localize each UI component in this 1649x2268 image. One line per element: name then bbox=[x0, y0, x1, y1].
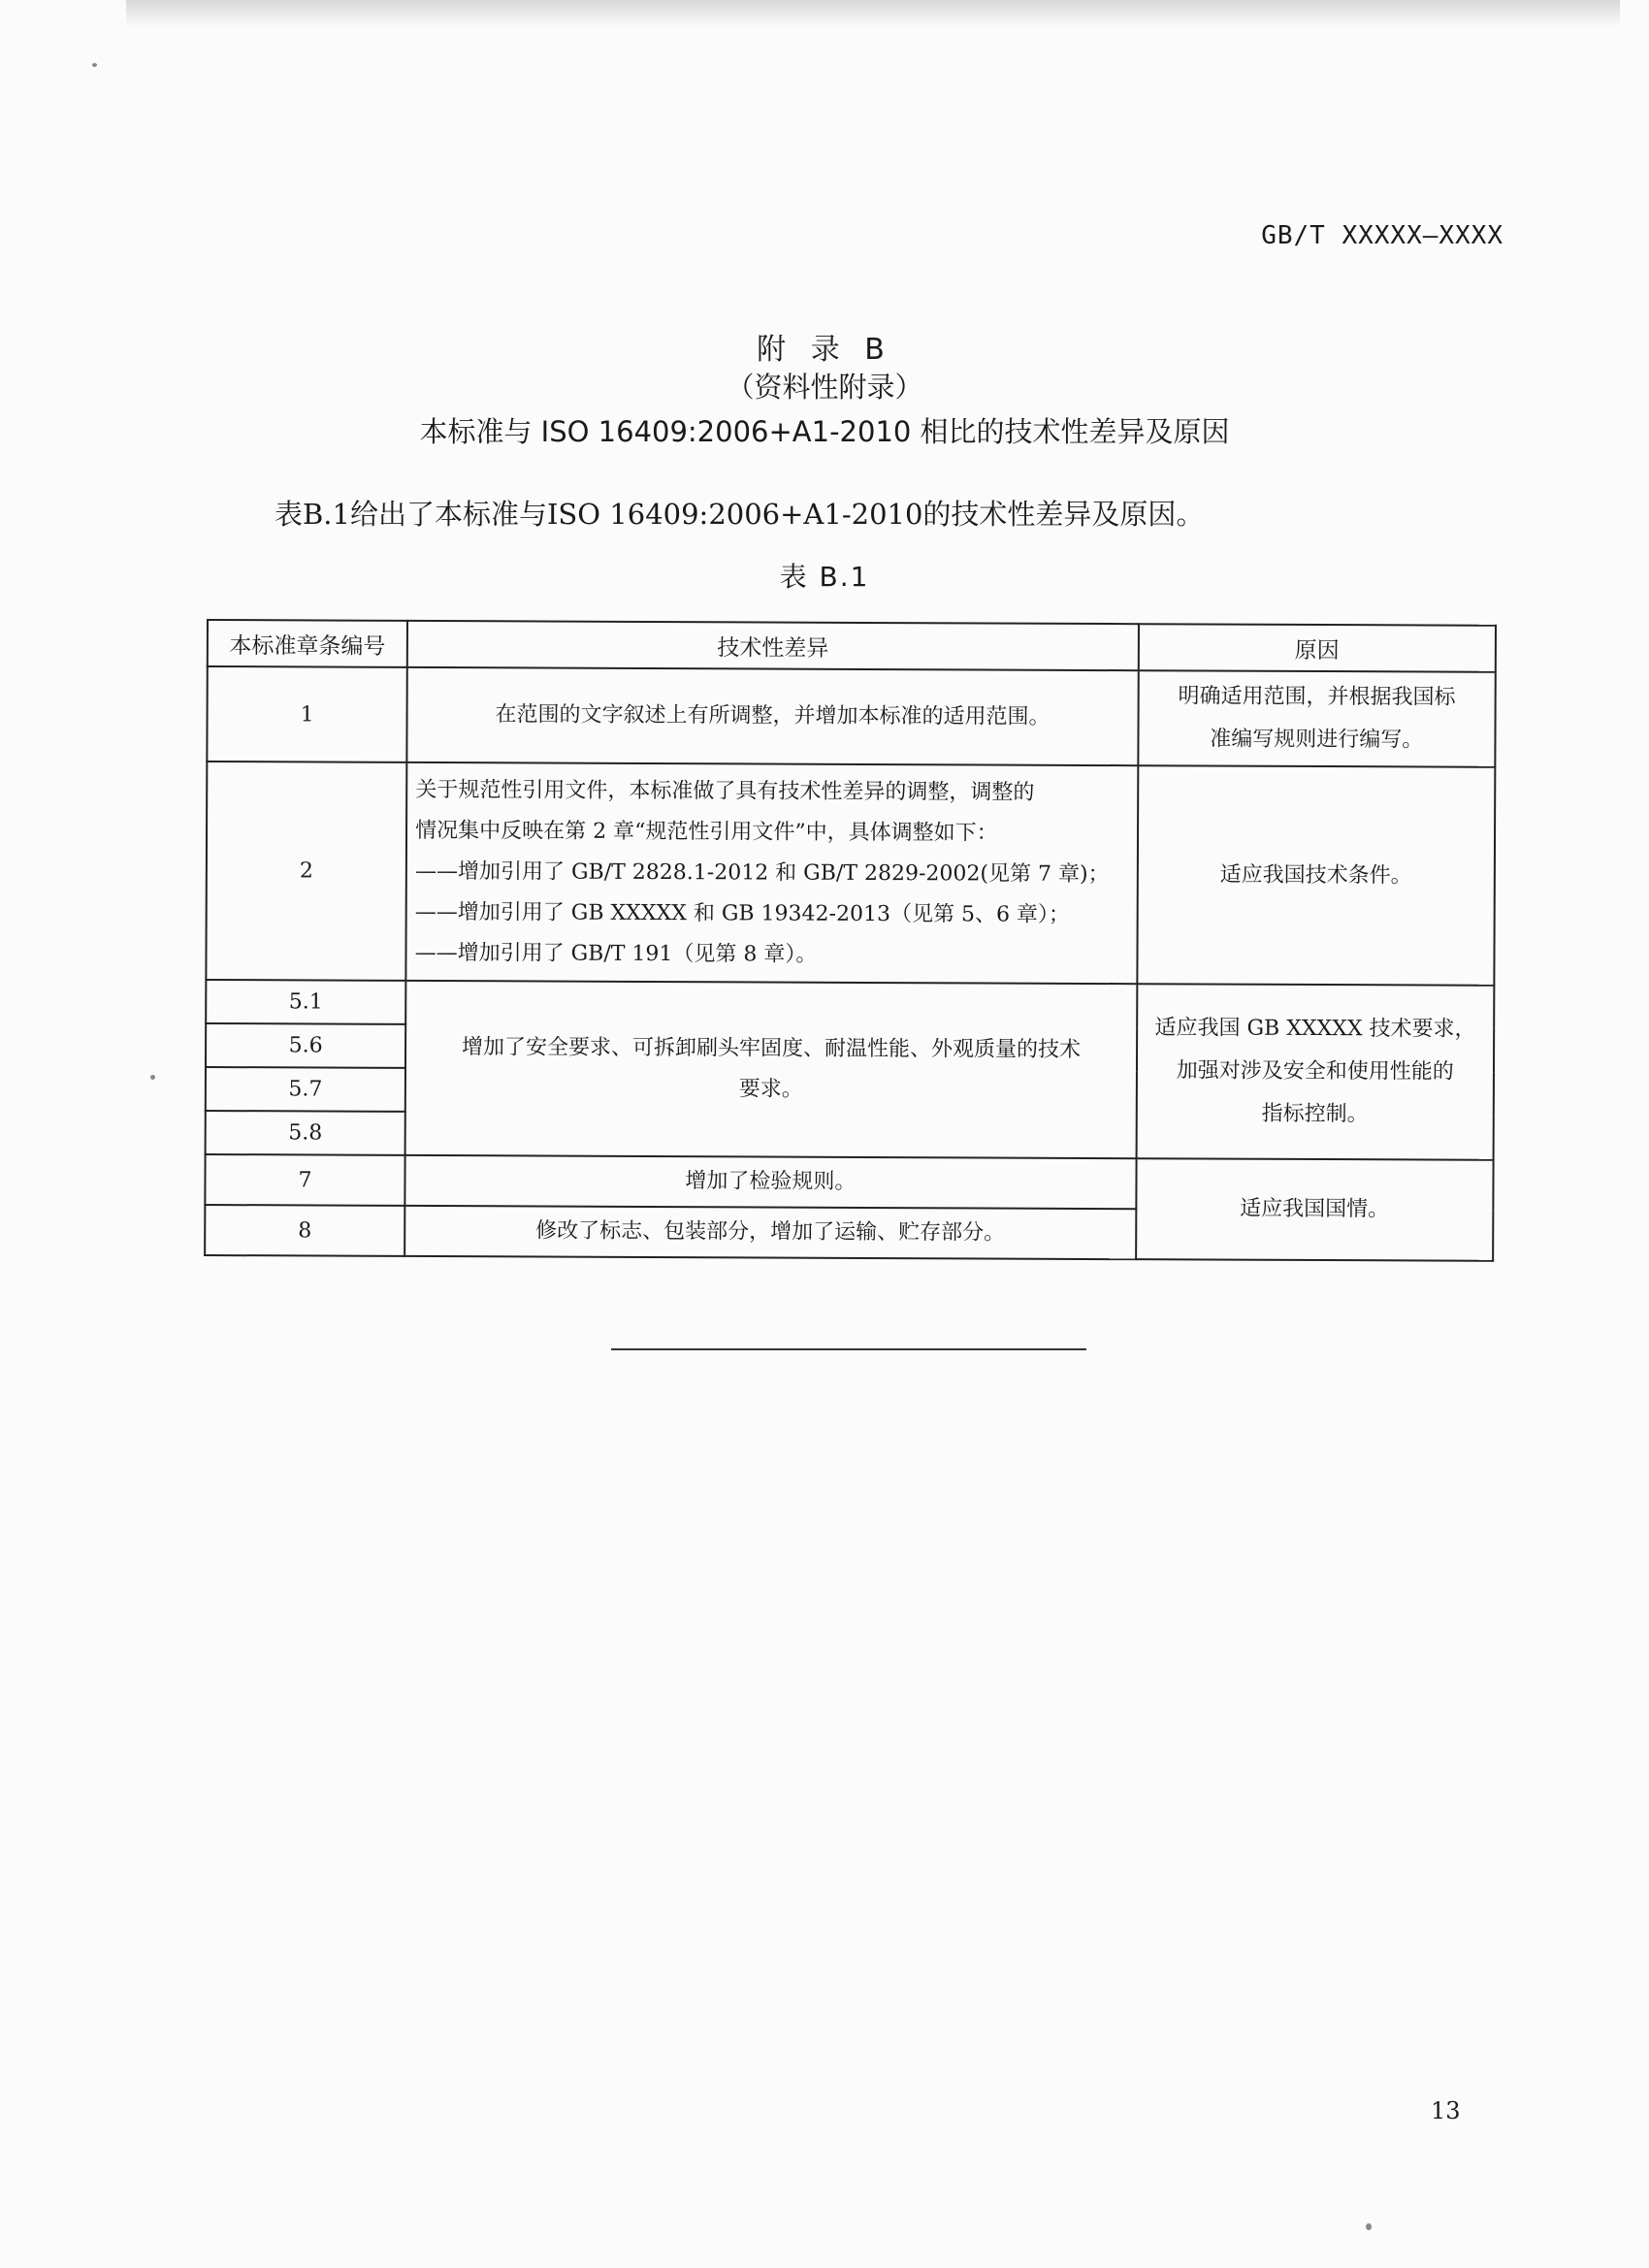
difference-line: 增加了安全要求、可拆卸刷头牢固度、耐温性能、外观质量的技术 bbox=[461, 1035, 1082, 1062]
intro-paragraph: 表B.1给出了本标准与ISO 16409:2006+A1-2010的技术性差异及原因。 bbox=[275, 498, 1205, 531]
appendix-title: 附 录 B bbox=[757, 333, 892, 367]
clause-cell: 5.1 bbox=[206, 980, 405, 1024]
reason-line: 准编写规则进行编写。 bbox=[1210, 727, 1424, 753]
scan-speck bbox=[92, 63, 97, 67]
reason-line: 明确适用范围，并根据我国标 bbox=[1178, 684, 1456, 710]
appendix-heading: 本标准与 ISO 16409:2006+A1-2010 相比的技术性差异及原因 bbox=[419, 415, 1230, 448]
reason-cell: 适应我国技术条件。 bbox=[1137, 765, 1495, 986]
header-clause: 本标准章条编号 bbox=[208, 620, 407, 667]
difference-line: 要求。 bbox=[738, 1077, 803, 1102]
reason-cell bbox=[1138, 670, 1496, 767]
reason-line: 指标控制。 bbox=[1261, 1101, 1369, 1127]
clause-cell: 5.7 bbox=[206, 1067, 405, 1112]
difference-line: ——增加引用了 GB XXXXX 和 GB 19342-2013（见第 5、6 章）； bbox=[414, 899, 1071, 927]
clause-cell: 2 bbox=[206, 761, 406, 981]
scan-shadow bbox=[126, 0, 1620, 27]
reason-cell bbox=[1136, 984, 1494, 1160]
difference-cell: 修改了标志、包装部分，增加了运输、贮存部分。 bbox=[404, 1206, 1136, 1259]
table-caption: 表 B.1 bbox=[779, 561, 870, 593]
header-reason: 原因 bbox=[1138, 624, 1496, 672]
difference-line: ——增加引用了 GB/T 2828.1-2012 和 GB/T 2829-2002(见第 7 章)； bbox=[414, 859, 1110, 887]
reason-line: 适应我国 GB XXXXX 技术要求， bbox=[1154, 1016, 1476, 1042]
scan-speck bbox=[150, 1075, 155, 1080]
difference-cell bbox=[406, 762, 1139, 984]
difference-line: ——增加引用了 GB/T 191（见第 8 章）。 bbox=[414, 940, 818, 967]
clause-cell: 5.6 bbox=[206, 1023, 405, 1068]
clause-cell: 7 bbox=[205, 1154, 404, 1206]
difference-cell bbox=[405, 981, 1137, 1158]
page-number: 13 bbox=[1431, 2097, 1461, 2124]
clause-cell: 5.8 bbox=[206, 1111, 405, 1155]
header-difference: 技术性差异 bbox=[407, 621, 1139, 670]
table-row bbox=[206, 761, 1495, 986]
table-header-row bbox=[208, 620, 1496, 672]
appendix-type: （资料性附录） bbox=[726, 371, 923, 404]
table-row bbox=[205, 1154, 1493, 1211]
difference-line: 情况集中反映在第 2 章“规范性引用文件”中，具体调整如下： bbox=[415, 818, 998, 846]
technical-differences-table bbox=[204, 619, 1497, 1262]
reason-cell: 适应我国国情。 bbox=[1136, 1158, 1494, 1261]
clause-cell: 8 bbox=[205, 1205, 404, 1256]
end-rule bbox=[611, 1348, 1086, 1350]
difference-line: 关于规范性引用文件，本标准做了具有技术性差异的调整，调整的 bbox=[415, 777, 1035, 805]
reason-line: 加强对涉及安全和使用性能的 bbox=[1176, 1058, 1454, 1085]
clause-cell: 1 bbox=[207, 666, 407, 762]
table-row bbox=[207, 666, 1495, 767]
table-row bbox=[206, 980, 1494, 1029]
standard-code: GB/T XXXXX—XXXX bbox=[1261, 221, 1504, 250]
difference-cell: 增加了检验规则。 bbox=[405, 1155, 1137, 1209]
scan-speck bbox=[1366, 2223, 1372, 2230]
difference-cell: 在范围的文字叙述上有所调整，并增加本标准的适用范围。 bbox=[406, 667, 1138, 765]
